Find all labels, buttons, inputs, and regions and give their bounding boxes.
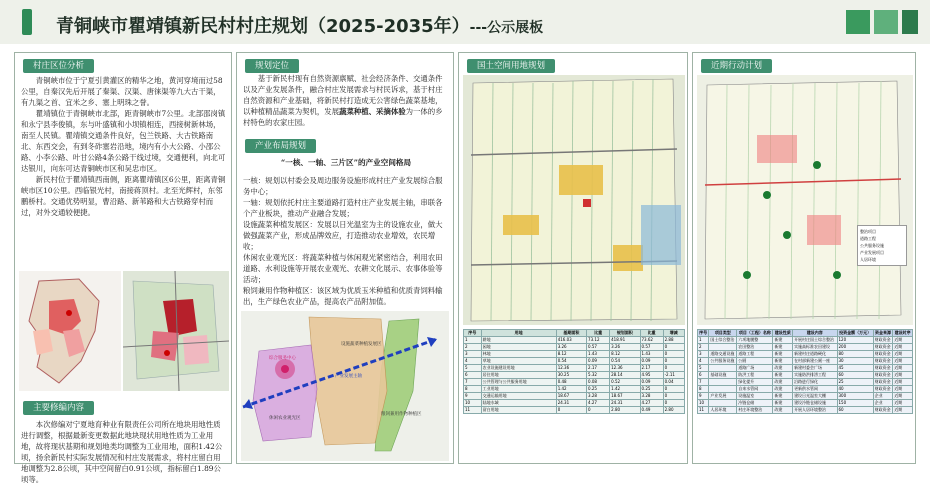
table-cell: 道路广场 bbox=[737, 365, 773, 372]
table-cell: 留白用地 bbox=[481, 407, 556, 414]
table-cell: 公厕 bbox=[737, 358, 773, 365]
table-cell: 财政资金 bbox=[873, 358, 893, 365]
table-cell: 0.54 bbox=[556, 358, 586, 365]
table-cell: 0.57 bbox=[640, 344, 663, 351]
table-cell: 2 bbox=[698, 344, 709, 351]
table-cell: 建设日光温室大棚 bbox=[793, 393, 837, 400]
table-cell: 新建 bbox=[773, 400, 793, 407]
action-tag: 近期行动计划 bbox=[701, 59, 772, 73]
table-cell: 60 bbox=[837, 372, 873, 379]
compile-paragraph: 本次修编对宁夏地育种业有限责任公司所在地块用地性质进行调整，根据最新变更数据此地块现状用地性质为工业用地，故将现状基期和规划地类均调整为工业用地，面积1.42公顷，扬余新民村实际发展情况和村庄发展需求，将村庄留白用地调整为2.8公顷，其中空间留白0.91公顷，指标留白1.89公顷等。 bbox=[21, 420, 223, 484]
table-cell: 产业发展 bbox=[709, 393, 737, 400]
land-use-panel bbox=[458, 52, 688, 464]
table-cell: 交通运输用地 bbox=[481, 393, 556, 400]
table-cell: 1.42 bbox=[556, 386, 586, 393]
table-cell: 2.80 bbox=[610, 407, 640, 414]
table-cell: 农业设施建设用地 bbox=[481, 365, 556, 372]
table-cell: 0.25 bbox=[640, 386, 663, 393]
table-row bbox=[698, 379, 913, 386]
compile-tag: 主要修编内容 bbox=[23, 401, 94, 415]
table-cell bbox=[709, 386, 737, 393]
table-cell: 公共服务设施 bbox=[709, 358, 737, 365]
table-cell: 近期 bbox=[893, 379, 913, 386]
table-cell: 9 bbox=[464, 393, 482, 400]
table-cell: 418.91 bbox=[610, 337, 640, 344]
table-cell: 0 bbox=[663, 386, 684, 393]
land-use-map bbox=[463, 75, 685, 325]
table-cell: 60 bbox=[837, 407, 873, 414]
table-cell: 73.62 bbox=[640, 337, 663, 344]
title-subtitle: ---公示展板 bbox=[469, 20, 544, 36]
table-cell: 自来水管网 bbox=[737, 386, 773, 393]
table-cell: 财政资金 bbox=[873, 351, 893, 358]
title-text: 青铜峡市瞿靖镇新民村村庄规划（2025-2035年） bbox=[56, 16, 470, 37]
table-cell: 5 bbox=[698, 365, 709, 372]
table-cell: 28.14 bbox=[610, 372, 640, 379]
table-cell: 6 bbox=[698, 372, 709, 379]
table-header-cell: 项目（工程）名称 bbox=[737, 330, 773, 337]
table-cell: 7 bbox=[698, 379, 709, 386]
table-cell: 在村部新建公厕一座 bbox=[793, 358, 837, 365]
table-header-cell: 比重 bbox=[640, 330, 663, 337]
table-cell: 财政资金 bbox=[873, 407, 893, 414]
table-cell: 冷链仓储 bbox=[737, 400, 773, 407]
table-cell: 300 bbox=[837, 393, 873, 400]
table-cell: 草地 bbox=[481, 358, 556, 365]
table-cell: 8.12 bbox=[556, 351, 586, 358]
table-cell: 0.04 bbox=[663, 379, 684, 386]
table-cell: 8 bbox=[464, 386, 482, 393]
table-cell: 新建 bbox=[773, 337, 793, 344]
legend-item: 人居环境 bbox=[860, 257, 876, 262]
table-cell: 基础设施 bbox=[709, 372, 737, 379]
leaf-icon bbox=[22, 9, 32, 35]
table-cell: 0.52 bbox=[610, 379, 640, 386]
land-use-table-wrap bbox=[463, 329, 685, 459]
table-cell: 80 bbox=[837, 351, 873, 358]
table-cell: 近期 bbox=[893, 365, 913, 372]
zone-label-service: 综合服务中心 bbox=[269, 356, 296, 361]
table-cell: 园地 bbox=[481, 344, 556, 351]
table-cell: 改建 bbox=[773, 379, 793, 386]
location-paragraph: 瞿靖镇位于青铜峡市北部，距青铜峡市7公里。北部邵岗镇和永宁县李俊镇，东与叶盛镇和小坝镇相连，西接树新林场，南至人民镇。瞿靖镇交通条件良好，包兰铁路、大古铁路南北、东西交会，有到冬砟塞岩沿地，境内有小大公路、小邵公路、小李公路、叶甘公路4条公路干线过境，交通便利，向北可达银川，向东可达青铜峡市区和吴忠市区。 bbox=[21, 109, 226, 173]
table-cell: 人居环境 bbox=[709, 407, 737, 414]
table-cell: 0.49 bbox=[640, 407, 663, 414]
table-cell: 改建 bbox=[773, 365, 793, 372]
layout-item: 休闲农业观光区：将蔬菜种植与休闲观光紧密结合，利用农田道路、水利设施等开展农业观光、农耕文化展示、农事体验等活动； bbox=[243, 253, 443, 284]
table-cell: 0.54 bbox=[610, 358, 640, 365]
table-cell: 六项地膜整 bbox=[737, 337, 773, 344]
table-cell: 新建村委会广场 bbox=[793, 365, 837, 372]
table-row bbox=[698, 407, 913, 414]
table-cell: 建设冷链仓储设施 bbox=[793, 400, 837, 407]
table-header-cell: 比重 bbox=[587, 330, 610, 337]
table-cell: 更新供水管网 bbox=[793, 386, 837, 393]
table-cell: 绿化提升 bbox=[737, 379, 773, 386]
table-row bbox=[698, 365, 913, 372]
table-cell: 0 bbox=[663, 351, 684, 358]
table-cell: 实施防洪排涝工程 bbox=[793, 372, 837, 379]
decoration-square-icon bbox=[846, 10, 870, 34]
table-row bbox=[464, 365, 685, 372]
table-row bbox=[698, 337, 913, 344]
table-cell: 6 bbox=[464, 372, 482, 379]
table-cell: 73.12 bbox=[587, 337, 610, 344]
table-cell bbox=[709, 400, 737, 407]
legend-item: 公共服务设施 bbox=[860, 243, 884, 248]
land-use-tag: 国土空间用地规划 bbox=[467, 59, 555, 73]
table-cell: 0 bbox=[663, 344, 684, 351]
table-row bbox=[464, 358, 685, 365]
table-cell: 近期 bbox=[893, 407, 913, 414]
action-table-wrap bbox=[697, 329, 913, 459]
table-cell: 财政资金 bbox=[873, 386, 893, 393]
positioning-highlight: 蔬菜种植、采摘体验 bbox=[339, 107, 406, 116]
table-cell: 近期 bbox=[893, 344, 913, 351]
table-row bbox=[698, 372, 913, 379]
action-map bbox=[697, 75, 913, 325]
table-header-row bbox=[464, 330, 685, 337]
table-cell: 0.08 bbox=[587, 379, 610, 386]
layout-item: 一核：规划以村委会及周边服务设施形成村庄产业发展综合服务中心； bbox=[243, 176, 443, 196]
location-paragraph: 新民村位于瞿靖镇西南侧，距离瞿靖镇区6公里，距离青铜峡市区10公里。西临银光村，南接蒋顶村。北至光辉村，东邻鹏桥村。交通优势明显，曹沿路、新苇路和大古铁路穿村而过，对外交通较便捷。 bbox=[21, 175, 226, 217]
table-cell: 25 bbox=[837, 379, 873, 386]
table-row bbox=[464, 372, 685, 379]
table-cell: 村庄环境整治 bbox=[737, 407, 773, 414]
table-cell: 1 bbox=[698, 337, 709, 344]
table-cell: 24.31 bbox=[610, 400, 640, 407]
positioning-text bbox=[243, 73, 449, 128]
table-cell: 9 bbox=[698, 393, 709, 400]
table-cell: 农田整治 bbox=[737, 344, 773, 351]
table-row bbox=[464, 337, 685, 344]
region-map bbox=[19, 271, 121, 391]
table-cell: 0.09 bbox=[640, 379, 663, 386]
town-map bbox=[123, 271, 229, 391]
table-row bbox=[698, 393, 913, 400]
table-header-cell: 基期面积 bbox=[556, 330, 586, 337]
positioning-tag: 规划定位 bbox=[245, 59, 299, 73]
table-header-cell: 规划面积 bbox=[610, 330, 640, 337]
location-tag: 村庄区位分析 bbox=[23, 59, 94, 73]
table-cell: 0 bbox=[663, 393, 684, 400]
table-header-cell: 项目类型 bbox=[709, 330, 737, 337]
table-cell: 近期 bbox=[893, 351, 913, 358]
table-cell: 新建 bbox=[773, 358, 793, 365]
table-cell: 1 bbox=[464, 337, 482, 344]
table-cell: 120 bbox=[837, 337, 873, 344]
table-row bbox=[698, 351, 913, 358]
zone-label-leisure: 休闲农业观光区 bbox=[269, 416, 301, 421]
table-row bbox=[464, 351, 685, 358]
table-cell: 改建 bbox=[773, 407, 793, 414]
table-cell: 道路工程 bbox=[737, 351, 773, 358]
positioning-text-before: 基于新民村现有自然资源禀赋、社会经济条件、交通条件以及产业发展条件，融合村庄发展需求与村民诉求，基于村庄自然资源和产业基础，将新民村打造成无公害绿色蔬菜基地，以种植精品蔬菜为契机，发展 bbox=[243, 74, 443, 116]
table-cell: 近期 bbox=[893, 386, 913, 393]
table-cell: 近期 bbox=[893, 393, 913, 400]
table-cell: 5.32 bbox=[587, 372, 610, 379]
table-cell: 0.09 bbox=[587, 358, 610, 365]
table-header-cell: 序号 bbox=[699, 330, 708, 335]
table-cell: 国土综合整治 bbox=[709, 337, 737, 344]
table-cell: 新建 bbox=[773, 372, 793, 379]
table-cell: 200 bbox=[837, 344, 873, 351]
table-cell: 防洪工程 bbox=[737, 372, 773, 379]
table-cell: 近期 bbox=[893, 372, 913, 379]
table-cell: 耕地 bbox=[481, 337, 556, 344]
table-cell: 18.67 bbox=[556, 393, 586, 400]
table-cell: 8 bbox=[698, 386, 709, 393]
table-header-cell: 资金来源 bbox=[874, 330, 891, 335]
table-row bbox=[698, 344, 913, 351]
location-panel bbox=[14, 52, 232, 484]
table-cell: 财政资金 bbox=[873, 365, 893, 372]
table-cell: 陆地水域 bbox=[481, 400, 556, 407]
legend-item: 道路工程 bbox=[860, 236, 876, 241]
table-cell: 45 bbox=[837, 365, 873, 372]
table-cell: 企业 bbox=[873, 400, 893, 407]
table-cell: 30 bbox=[837, 358, 873, 365]
zone-label-facility: 设施蔬菜种植发展区 bbox=[341, 342, 382, 347]
table-cell: 11 bbox=[464, 407, 482, 414]
table-cell: 24.31 bbox=[556, 400, 586, 407]
table-row bbox=[464, 407, 685, 414]
table-cell: 财政资金 bbox=[873, 372, 893, 379]
title-bar bbox=[0, 0, 930, 44]
table-cell bbox=[709, 379, 737, 386]
table-cell: 4 bbox=[464, 358, 482, 365]
table-cell: 5 bbox=[464, 365, 482, 372]
table-cell: 4 bbox=[698, 358, 709, 365]
table-cell: 3 bbox=[464, 351, 482, 358]
table-cell: 4.27 bbox=[640, 400, 663, 407]
decoration-square-icon bbox=[902, 10, 918, 34]
table-cell: 1.42 bbox=[610, 386, 640, 393]
table-cell: 2 bbox=[464, 344, 482, 351]
table-cell: 新建 bbox=[773, 344, 793, 351]
zone-label-axis: 产业发展主轴 bbox=[335, 374, 362, 379]
table-cell: 开展村庄国土综合整治 bbox=[793, 337, 837, 344]
industry-layout-map bbox=[241, 311, 449, 461]
table-cell: 道路交通设施 bbox=[709, 351, 737, 358]
table-cell: 0 bbox=[663, 365, 684, 372]
table-header-cell: 用地 bbox=[481, 330, 556, 337]
table-row bbox=[464, 344, 685, 351]
table-cell: 7 bbox=[464, 379, 482, 386]
location-paragraph: 青铜峡市位于宁夏引黄灌区的精华之地，黄河穿境而过58公里，自秦汉先后开展了秦渠、汉渠、唐徕渠等九大古干渠，有九渠之首、宜米之乡、塞上明珠之誉。 bbox=[21, 76, 223, 107]
layout-tag: 产业布局规划 bbox=[245, 139, 316, 153]
table-cell: 3.26 bbox=[610, 344, 640, 351]
table-cell: 0.25 bbox=[587, 386, 610, 393]
table-cell: 公共管理与公共服务用地 bbox=[481, 379, 556, 386]
table-header-row bbox=[698, 330, 913, 337]
table-header-cell: 建设内容 bbox=[793, 330, 837, 337]
table-cell: 12.36 bbox=[556, 365, 586, 372]
table-header-cell: 投资金额（万元） bbox=[837, 330, 873, 337]
table-cell: 1.43 bbox=[587, 351, 610, 358]
layout-item: 一轴：规划依托村庄主要道路打造村庄产业发展主轴，串联各个产业板块，推动产业融合发展； bbox=[243, 198, 443, 218]
table-cell: 新建 bbox=[773, 393, 793, 400]
table-cell: 4.27 bbox=[587, 400, 610, 407]
table-cell: 企业 bbox=[873, 393, 893, 400]
table-header-cell: 建设性质 bbox=[774, 330, 791, 335]
compile-text bbox=[21, 419, 227, 485]
layout-item: 粮饲兼用作物种植区：该区域为优质玉米种植和优质青饲料输出，生产绿色农业产品，提高农产品附加值。 bbox=[243, 286, 443, 306]
table-cell: 近期 bbox=[893, 400, 913, 407]
positioning-paragraph bbox=[243, 73, 449, 128]
table-row bbox=[464, 379, 685, 386]
action-legend bbox=[857, 225, 907, 266]
table-cell: -2.11 bbox=[663, 372, 684, 379]
decoration-square-icon bbox=[874, 10, 898, 34]
table-row bbox=[698, 386, 913, 393]
table-cell: 设施温室 bbox=[737, 393, 773, 400]
page-title bbox=[56, 12, 543, 38]
table-cell: 林地 bbox=[481, 351, 556, 358]
table-cell bbox=[709, 344, 737, 351]
table-cell: 3 bbox=[698, 351, 709, 358]
table-cell: 10 bbox=[464, 400, 482, 407]
land-use-table bbox=[463, 329, 685, 414]
table-header-cell: 建设时序 bbox=[894, 330, 911, 335]
table-row bbox=[464, 393, 685, 400]
table-cell: 0 bbox=[556, 407, 586, 414]
table-cell: 近期 bbox=[893, 358, 913, 365]
table-cell: 近期 bbox=[893, 337, 913, 344]
layout-item: 设施蔬菜种植发展区：发展以日光温室为主的设施农业，做大做强蔬菜产业，形成品牌效应，打造推动农业增效，农民增收； bbox=[243, 220, 443, 251]
table-cell: 8.12 bbox=[610, 351, 640, 358]
table-cell: 30.25 bbox=[556, 372, 586, 379]
table-cell: 新建村庄道路硬化 bbox=[793, 351, 837, 358]
table-cell: 40 bbox=[837, 386, 873, 393]
table-cell: 0.09 bbox=[640, 358, 663, 365]
table-cell: 2.80 bbox=[663, 407, 684, 414]
table-row bbox=[698, 400, 913, 407]
table-row bbox=[464, 400, 685, 407]
action-table bbox=[697, 329, 913, 414]
table-cell: 150 bbox=[837, 400, 873, 407]
table-row bbox=[464, 386, 685, 393]
table-cell: 0 bbox=[663, 358, 684, 365]
table-header-cell: 序号 bbox=[464, 330, 482, 337]
legend-item: 整治项目 bbox=[860, 229, 876, 234]
table-cell: 居住用地 bbox=[481, 372, 556, 379]
table-cell: 2.17 bbox=[640, 365, 663, 372]
table-cell: 财政资金 bbox=[873, 344, 893, 351]
layout-headline: “一核、一轴、三片区”的产业空间格局 bbox=[280, 158, 412, 167]
table-cell bbox=[709, 365, 737, 372]
planning-panel bbox=[236, 52, 454, 464]
table-cell: 沿路进行绿化 bbox=[793, 379, 837, 386]
table-cell: 12.36 bbox=[610, 365, 640, 372]
table-cell: 0.57 bbox=[587, 344, 610, 351]
table-cell: 实施高标准农田建设 bbox=[793, 344, 837, 351]
table-cell: 3.28 bbox=[587, 393, 610, 400]
table-cell: 4.95 bbox=[640, 372, 663, 379]
table-cell: 改建 bbox=[773, 386, 793, 393]
table-cell: 11 bbox=[698, 407, 709, 414]
layout-items bbox=[243, 175, 449, 307]
table-cell: 0 bbox=[663, 400, 684, 407]
table-cell: 财政资金 bbox=[873, 337, 893, 344]
legend-item: 产业发展项目 bbox=[860, 250, 884, 255]
table-cell: 新建 bbox=[773, 351, 793, 358]
table-cell: 0 bbox=[587, 407, 610, 414]
table-cell: 3.28 bbox=[640, 393, 663, 400]
zone-label-grain: 粮饲兼用作物种植区 bbox=[381, 412, 422, 417]
table-row bbox=[698, 358, 913, 365]
location-text bbox=[21, 75, 227, 218]
table-cell: 0.48 bbox=[556, 379, 586, 386]
table-cell: 416.03 bbox=[556, 337, 586, 344]
positioning-text-after: 为一体的乡村特色的农家庄园。 bbox=[243, 107, 443, 127]
table-cell: 开展人居环境整治 bbox=[793, 407, 837, 414]
table-cell: 2.17 bbox=[587, 365, 610, 372]
table-cell: 10 bbox=[698, 400, 709, 407]
table-cell: 1.43 bbox=[640, 351, 663, 358]
table-cell: 2.88 bbox=[663, 337, 684, 344]
table-header-cell: 增减 bbox=[663, 330, 684, 337]
table-cell: 18.67 bbox=[610, 393, 640, 400]
table-cell: 工业用地 bbox=[481, 386, 556, 393]
table-cell: 财政资金 bbox=[873, 379, 893, 386]
table-cell: 3.26 bbox=[556, 344, 586, 351]
action-panel bbox=[692, 52, 916, 464]
